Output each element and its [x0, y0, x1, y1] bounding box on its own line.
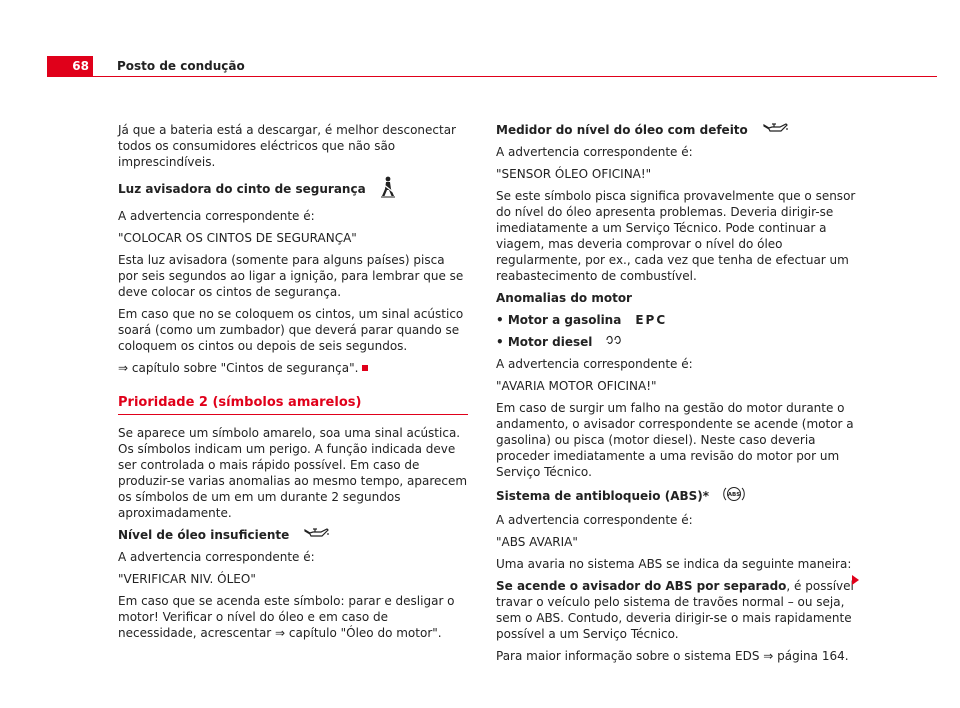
- abs-icon-text: ABS: [727, 492, 741, 499]
- abs-p5: Para maior informação sobre o sistema EDS ⇒ página 164.: [496, 649, 849, 663]
- engine-p1: A advertencia correspondente é:: [496, 357, 693, 371]
- seatbelt-heading: [118, 176, 468, 202]
- seatbelt-p3: Esta luz avisadora (somente para alguns países) pisca por seis segundos ao ligar a ignição, para lembrar que se deve colocar os cintos de segurança.: [118, 253, 464, 299]
- left-column: [118, 122, 468, 647]
- diesel-engine-item: [496, 334, 856, 350]
- oil-level-heading-text: Nível de óleo insuficiente: [118, 528, 290, 542]
- header-rule: [47, 76, 937, 77]
- seatbelt-heading-text: Luz avisadora do cinto de segurança: [118, 182, 366, 196]
- seatbelt-icon: [380, 176, 396, 202]
- oil-sensor-p1: A advertencia correspondente é:: [496, 145, 693, 159]
- engine-p3: Em caso de surgir um falho na gestão do motor durante o andamento, o avisador correspondente se acende (motor a gasolina) ou pisca (motor diesel). Neste caso deveria proceder imediatamente a uma revisão do motor por um Serviço Técnico.: [496, 401, 854, 479]
- oil-can-icon: [303, 527, 329, 543]
- oil-sensor-heading: [496, 122, 856, 138]
- end-of-section-mark: [362, 365, 368, 371]
- page-header-title: Posto de condução: [117, 59, 245, 73]
- oil-level-p3: Em caso que se acenda este símbolo: parar e desligar o motor! Verificar o nível do óleo e em caso de necessidade, acrescentar ⇒ capítulo "Óleo do motor".: [118, 594, 455, 640]
- glow-plug-icon: [606, 334, 624, 350]
- seatbelt-p5: [118, 360, 468, 376]
- right-column: [496, 122, 856, 670]
- seatbelt-p4: Em caso que no se coloquem os cintos, um sinal acústico soará (como um zumbador) que deverá parar quando se coloquem os cintos ou depois de seis segundos.: [118, 307, 464, 353]
- abs-p4-bold: Se acende o avisador do ABS por separado: [496, 579, 787, 593]
- engine-p2: "AVARIA MOTOR OFICINA!": [496, 379, 657, 393]
- engine-heading: Anomalias do motor: [496, 291, 632, 305]
- oil-level-heading: [118, 527, 468, 543]
- petrol-engine-label: • Motor a gasolina: [496, 313, 622, 327]
- page-number: 68: [47, 56, 93, 76]
- abs-p3: Uma avaria no sistema ABS se indica da seguinte maneira:: [496, 557, 852, 571]
- abs-icon: [723, 486, 745, 506]
- oil-can-icon: [762, 122, 788, 138]
- diesel-engine-label: • Motor diesel: [496, 335, 593, 349]
- abs-p2: "ABS AVARIA": [496, 535, 578, 549]
- oil-sensor-p3: Se este símbolo pisca significa provavelmente que o sensor do nível do óleo apresenta problemas. Deveria dirigir-se imediatamente a um Serviço Técnico. Pode continuar a viagem, mas deveria comprovar o nível do óleo regularmente, por ex., cada vez que tenha de efectuar um reabastecimento de combustível.: [496, 189, 856, 283]
- oil-sensor-p2: "SENSOR ÓLEO OFICINA!": [496, 167, 652, 181]
- intro-paragraph: Já que a bateria está a descargar, é melhor desconectar todos os consumidores eléctricos que não são imprescindíveis.: [118, 123, 456, 169]
- petrol-engine-item: [496, 312, 856, 328]
- abs-heading: [496, 486, 856, 506]
- oil-sensor-heading-text: Medidor do nível do óleo com defeito: [496, 123, 748, 137]
- continue-arrow-icon: [852, 575, 859, 585]
- abs-heading-text: Sistema de antibloqueio (ABS)*: [496, 489, 710, 503]
- abs-p4: [496, 578, 856, 642]
- seatbelt-p2: "COLOCAR OS CINTOS DE SEGURANÇA": [118, 231, 357, 245]
- seatbelt-p1: A advertencia correspondente é:: [118, 209, 315, 223]
- priority-2-heading: Prioridade 2 (símbolos amarelos): [118, 394, 468, 415]
- oil-level-p1: A advertencia correspondente é:: [118, 550, 315, 564]
- abs-p1: A advertencia correspondente é:: [496, 513, 693, 527]
- seatbelt-ref-text: ⇒ capítulo sobre "Cintos de segurança".: [118, 361, 359, 375]
- epc-icon: EPC: [635, 313, 668, 327]
- priority-intro: Se aparece um símbolo amarelo, soa uma sinal acústica. Os símbolos indicam um perigo. A função indicada deve ser controlada o mais rápido possível. Em caso de produzir-se varias anomalias ao mesmo tempo, aparecem os símbolos de um em um durante 2 segundos aproximadamente.: [118, 426, 468, 520]
- oil-level-p2: "VERIFICAR NIV. ÓLEO": [118, 572, 256, 586]
- abs-p4-rest: , é possível travar o veículo pelo sistema de travões normal – ou seja, sem o ABS. Contudo, deveria dirigir-se o mais rapidamente possível a um Serviço Técnico.: [496, 579, 854, 641]
